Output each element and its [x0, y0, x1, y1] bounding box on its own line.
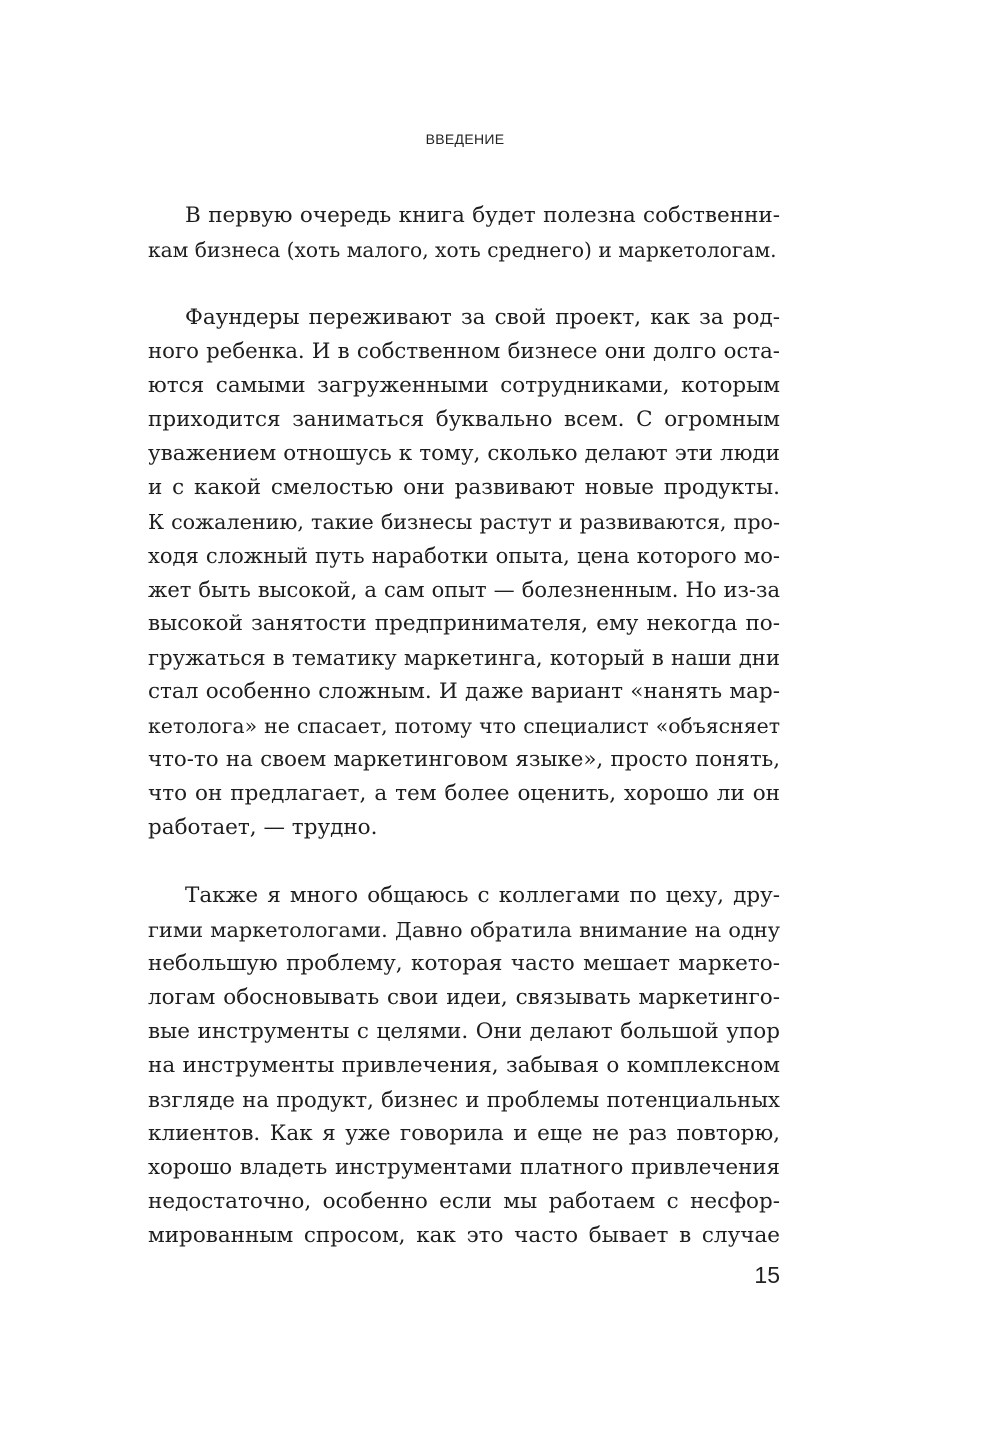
text-line: В первую очередь книга будет полезна собственни-	[185, 203, 780, 228]
text-line: жет быть высокой, а сам опыт — болезненным. Но из-за	[148, 577, 780, 602]
text-line: логам обосновывать свои идеи, связывать маркетинго-	[148, 985, 780, 1010]
text-line: К сожалению, такие бизнесы растут и развиваются, про-	[148, 510, 780, 534]
text-line: взгляде на продукт, бизнес и проблемы потенциальных	[148, 1087, 780, 1112]
text-line: Фаундеры переживают за свой проект, как за род-	[185, 305, 780, 330]
text-line: что он предлагает, а тем более оценить, хорошо ли он	[148, 781, 780, 806]
running-head: ВВЕДЕНИЕ	[425, 131, 505, 147]
text-line: гими маркетологами. Давно обратила внимание на одну	[148, 918, 780, 942]
text-line: на инструменты привлечения, забывая о комплексном	[148, 1053, 780, 1078]
paragraph-2	[148, 301, 780, 845]
text-line: Также я много общаюсь с коллегами по цеху, дру-	[185, 883, 780, 908]
text-line: что-то на своем маркетинговом языке», просто понять,	[148, 747, 780, 772]
text-line: ного ребенка. И в собственном бизнесе они долго оста-	[148, 339, 780, 364]
text-line: и с какой смелостью они развивают новые продукты.	[148, 475, 780, 500]
text-line: кам бизнеса (хоть малого, хоть среднего) и маркетологам.	[148, 238, 777, 262]
text-line: стал особенно сложным. И даже вариант «нанять мар-	[148, 679, 780, 704]
text-line: мированным спросом, как это часто бывает в случае	[148, 1223, 780, 1248]
text-line: уважением отношусь к тому, сколько делают эти люди	[148, 441, 780, 466]
text-line: приходится заниматься буквально всем. С огромным	[148, 407, 780, 432]
text-line: недостаточно, особенно если мы работаем с несфор-	[148, 1189, 780, 1214]
text-line: небольшую проблему, которая часто мешает маркето-	[148, 951, 780, 976]
text-line: вые инструменты с целями. Они делают большой упор	[148, 1019, 780, 1044]
text-line: высокой занятости предпринимателя, ему некогда по-	[148, 611, 780, 636]
page-number: 15	[754, 1262, 780, 1288]
text-line: кетолога» не спасает, потому что специалист «объясняет	[148, 714, 780, 738]
body-text	[148, 199, 780, 1287]
text-line: клиентов. Как я уже говорила и еще не раз повторю,	[148, 1121, 780, 1146]
text-line: хорошо владеть инструментами платного привлечения	[148, 1155, 780, 1180]
text-line: ходя сложный путь наработки опыта, цена которого мо-	[148, 543, 780, 568]
text-line: работает, — трудно.	[148, 815, 378, 840]
text-line: гружаться в тематику маркетинга, который в наши дни	[148, 645, 780, 670]
paragraph-1	[148, 199, 780, 267]
text-line: ются самыми загруженными сотрудниками, которым	[148, 373, 780, 398]
paragraph-3	[148, 879, 780, 1253]
